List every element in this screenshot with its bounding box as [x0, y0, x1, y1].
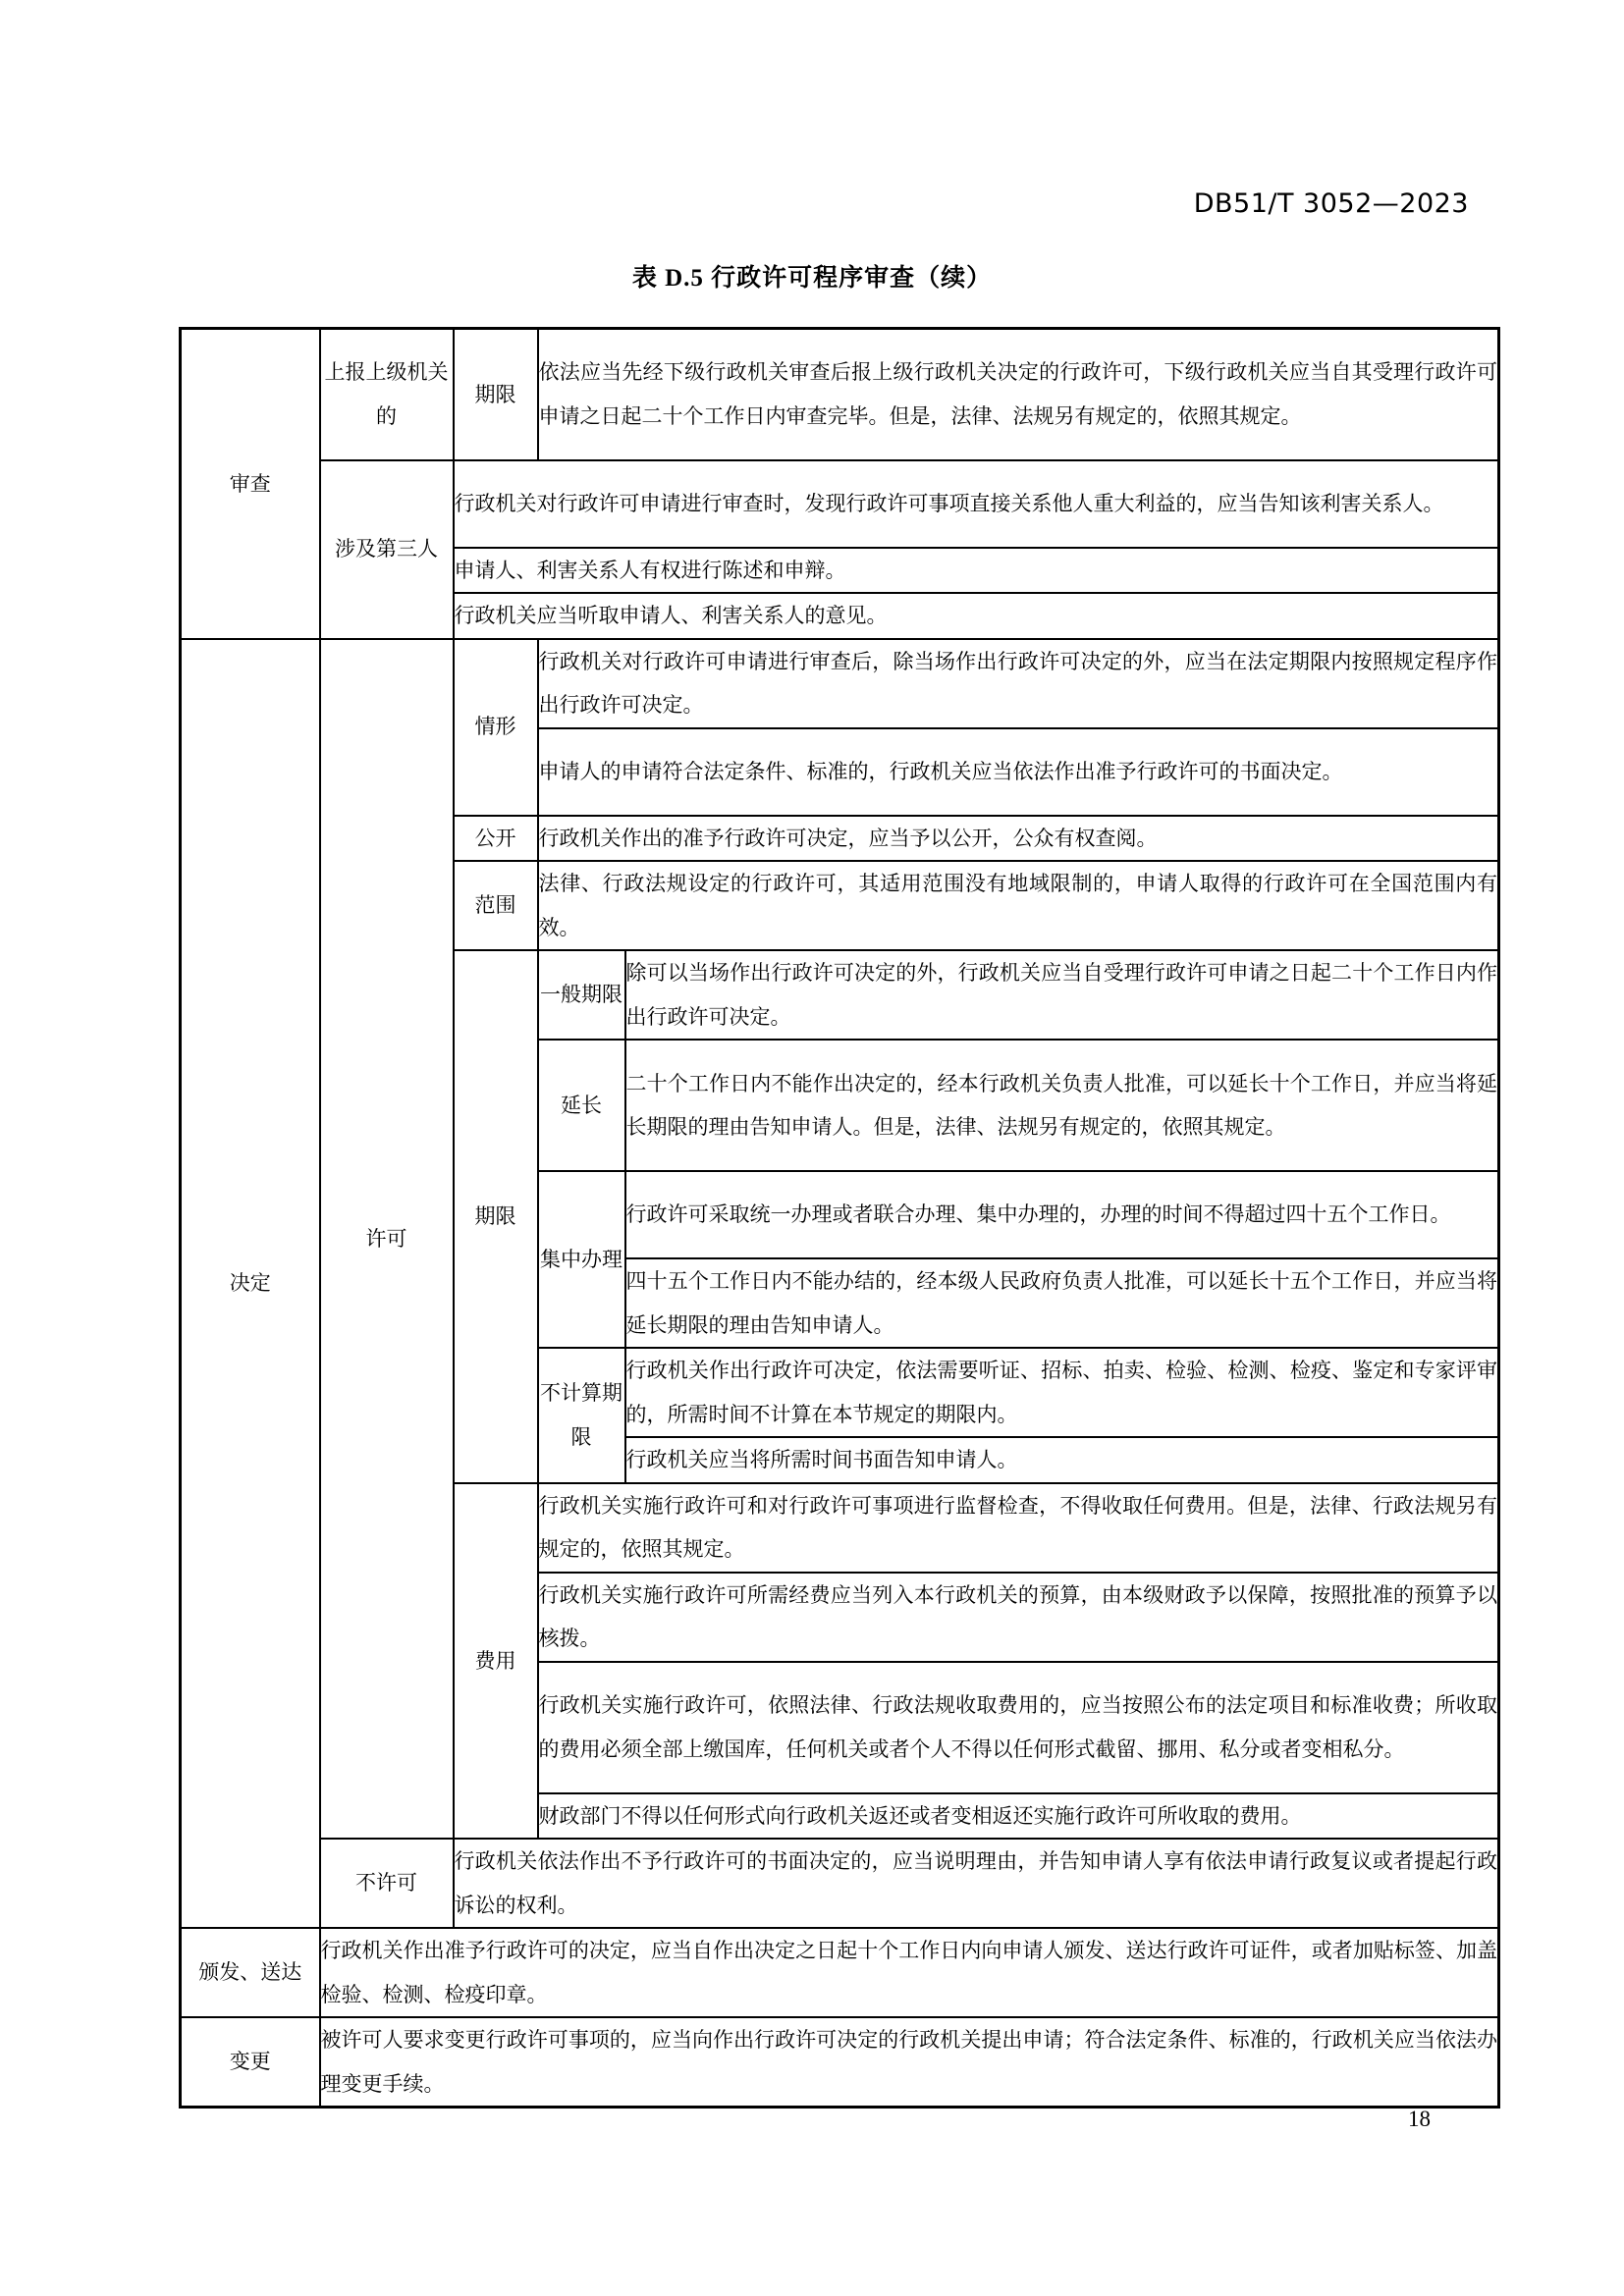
cell-period-excluded-text-1: 行政机关作出行政许可决定，依法需要听证、招标、拍卖、检验、检测、检疫、鉴定和专家评审的，所需时间不计算在本节规定的期限内。	[625, 1348, 1499, 1437]
table-row	[181, 2017, 1499, 2108]
cell-situation-text-2: 申请人的申请符合法定条件、标准的，行政机关应当依法作出准予行政许可的书面决定。	[538, 728, 1499, 816]
cell-period-centralized-text-2: 四十五个工作日内不能办结的，经本级人民政府负责人批准，可以延长十五个工作日，并应当将延长期限的理由告知申请人。	[625, 1258, 1499, 1348]
table-row	[181, 329, 1499, 460]
cell-period-centralized-label: 集中办理	[538, 1171, 625, 1348]
cell-deny-label: 不许可	[320, 1839, 454, 1928]
cell-third-party-text-1: 行政机关对行政许可申请进行审查时，发现行政许可事项直接关系他人重大利益的，应当告知该利害关系人。	[454, 460, 1499, 548]
table-row	[181, 1839, 1499, 1928]
cell-period-extension-text: 二十个工作日内不能作出决定的，经本行政机关负责人批准，可以延长十个工作日，并应当将延长期限的理由告知申请人。但是，法律、法规另有规定的，依照其规定。	[625, 1040, 1499, 1171]
cell-period-general-text: 除可以当场作出行政许可决定的外，行政机关应当自受理行政许可申请之日起二十个工作日内作出行政许可决定。	[625, 950, 1499, 1040]
cell-period-excluded-text-2: 行政机关应当将所需时间书面告知申请人。	[625, 1437, 1499, 1483]
cell-fees-label: 费用	[454, 1483, 538, 1840]
cell-period-excluded-label: 不计算期限	[538, 1348, 625, 1483]
cell-permit-label: 许可	[320, 639, 454, 1840]
cell-report-period-text: 依法应当先经下级行政机关审查后报上级行政机关决定的行政许可，下级行政机关应当自其受理行政许可申请之日起二十个工作日内审查完毕。但是，法律、法规另有规定的，依照其规定。	[538, 329, 1499, 460]
page-number: 18	[1408, 2107, 1431, 2131]
cell-fees-text-1: 行政机关实施行政许可和对行政许可事项进行监督检查，不得收取任何费用。但是，法律、行政法规另有规定的，依照其规定。	[538, 1483, 1499, 1573]
cell-fees-text-3: 行政机关实施行政许可，依照法律、行政法规收取费用的，应当按照公布的法定项目和标准收费；所收取的费用必须全部上缴国库，任何机关或者个人不得以任何形式截留、挪用、私分或者变相私分。	[538, 1662, 1499, 1793]
cell-period-label: 期限	[454, 950, 538, 1483]
cell-deny-text: 行政机关依法作出不予行政许可的书面决定的，应当说明理由，并告知申请人享有依法申请行政复议或者提起行政诉讼的权利。	[454, 1839, 1499, 1928]
table-row	[181, 460, 1499, 548]
cell-decision-label: 决定	[181, 639, 320, 1929]
doc-number: DB51/T 3052—2023	[1193, 188, 1469, 219]
table-row	[181, 639, 1499, 728]
cell-report-period-label: 期限	[454, 329, 538, 460]
cell-fees-text-2: 行政机关实施行政许可所需经费应当列入本行政机关的预算，由本级财政予以保障，按照批准的预算予以核拨。	[538, 1573, 1499, 1662]
cell-public-text: 行政机关作出的准予行政许可决定，应当予以公开，公众有权查阅。	[538, 816, 1499, 862]
cell-third-party-text-3: 行政机关应当听取申请人、利害关系人的意见。	[454, 593, 1499, 639]
table-title: 表 D.5 行政许可程序审查（续）	[631, 265, 993, 292]
cell-period-general-label: 一般期限	[538, 950, 625, 1040]
cell-third-party-label: 涉及第三人	[320, 460, 454, 639]
cell-issuance-text: 行政机关作出准予行政许可的决定，应当自作出决定之日起十个工作日内向申请人颁发、送达行政许可证件，或者加贴标签、加盖检验、检测、检疫印章。	[320, 1928, 1499, 2017]
cell-scope-label: 范围	[454, 861, 538, 950]
cell-review-label: 审查	[181, 329, 320, 639]
cell-fees-text-4: 财政部门不得以任何形式向行政机关返还或者变相返还实施行政许可所收取的费用。	[538, 1793, 1499, 1840]
cell-situation-text-1: 行政机关对行政许可申请进行审查后，除当场作出行政许可决定的外，应当在法定期限内按照规定程序作出行政许可决定。	[538, 639, 1499, 728]
table-row	[181, 1928, 1499, 2017]
cell-third-party-text-2: 申请人、利害关系人有权进行陈述和申辩。	[454, 548, 1499, 594]
cell-period-extension-label: 延长	[538, 1040, 625, 1171]
cell-public-label: 公开	[454, 816, 538, 862]
cell-change-text: 被许可人要求变更行政许可事项的，应当向作出行政许可决定的行政机关提出申请；符合法定条件、标准的，行政机关应当依法办理变更手续。	[320, 2017, 1499, 2108]
cell-period-centralized-text-1: 行政许可采取统一办理或者联合办理、集中办理的，办理的时间不得超过四十五个工作日。	[625, 1171, 1499, 1258]
cell-situation-label: 情形	[454, 639, 538, 816]
cell-scope-text: 法律、行政法规设定的行政许可，其适用范围没有地域限制的，申请人取得的行政许可在全国范围内有效。	[538, 861, 1499, 950]
cell-change-label: 变更	[181, 2017, 320, 2108]
cell-issuance-label: 颁发、送达	[181, 1928, 320, 2017]
cell-report-upper-label: 上报上级机关的	[320, 329, 454, 460]
procedure-review-table	[179, 327, 1500, 2109]
